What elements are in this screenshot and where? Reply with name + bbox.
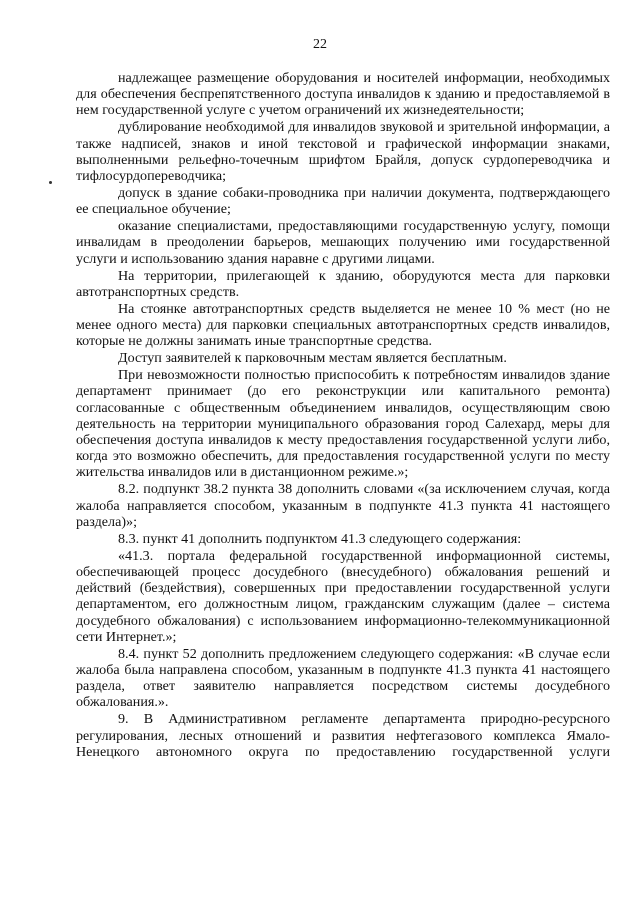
paragraph: 8.2. подпункт 38.2 пункта 38 дополнить словами «(за исключением случая, когда жалоба направляется способом, указанным в подпункте 41.3 пункта 41 настоящего раздела)»; xyxy=(76,481,610,530)
document-body xyxy=(76,70,610,761)
paragraph: 9. В Административном регламенте департамента природно-ресурсного регулирования, лесных отношений и развития нефтегазового комплекса Ямало-Ненецкого автономного округа по предоставлению государственной услуги xyxy=(76,711,610,760)
paragraph: На территории, прилегающей к зданию, оборудуются места для парковки автотранспортных средств. xyxy=(76,267,610,300)
paragraph: 8.4. пункт 52 дополнить предложением следующего содержания: «В случае если жалоба была направлена способом, указанным в подпункте 41.3 пункта 41 настоящего раздела, ответ заявителю направляется посредством системы досудебного обжалования.». xyxy=(76,645,610,711)
paragraph: 8.3. пункт 41 дополнить подпунктом 41.3 следующего содержания: xyxy=(118,530,522,547)
paragraph: На стоянке автотранспортных средств выделяется не менее 10 % мест (но не менее одного места) для парковки специальных автотранспортных средств инвалидов, которые не должны занимать иные транспортные средства. xyxy=(76,300,610,350)
paragraph: При невозможности полностью приспособить к потребностям инвалидов здание департамент принимает (до его реконструкции или капитального ремонта) согласованные с общественным объединением инвалидов, осуществляющим свою деятельность на территории муниципального образования город Салехард, меры для обеспечения доступа инвалидов к месту предоставления государственной услуги либо, когда это возможно обеспечить, для предоставления государственной услуги по месту жительства инвалидов или в дистанционном режиме.»; xyxy=(76,367,610,481)
paragraph: надлежащее размещение оборудования и носителей информации, необходимых для обеспечения беспрепятственного доступа инвалидов к зданию и предоставляемой в нем государственной услуге с учетом ограничений их жизнедеятельности; xyxy=(76,70,610,119)
page-number: 22 xyxy=(313,37,327,52)
paragraph: допуск в здание собаки-проводника при наличии документа, подтверждающего ее специальное обучение; xyxy=(76,185,610,218)
margin-mark xyxy=(49,181,52,184)
paragraph: Доступ заявителей к парковочным местам является бесплатным. xyxy=(118,350,507,367)
paragraph: «41.3. портала федеральной государственной информационной системы, обеспечивающей процесс досудебного (внесудебного) обжалования решений и действий (бездействия), совершенных при предоставлении государственной услуги департаментом, его должностным лицом, гражданским служащим (далее – система досудебного обжалования) с использованием информационно-телекоммуникационной сети Интернет.»; xyxy=(76,547,610,645)
paragraph: дублирование необходимой для инвалидов звуковой и зрительной информации, а также надписей, знаков и иной текстовой и графической информации знаками, выполненными рельефно-точечным шрифтом Брайля, допуск сурдопереводчика и тифлосурдопереводчика; xyxy=(76,119,610,185)
paragraph: оказание специалистами, предоставляющими государственную услугу, помощи инвалидам в преодолении барьеров, мешающих получению ими государственной услуги и использованию здания наравне с другими лицами. xyxy=(76,218,610,267)
